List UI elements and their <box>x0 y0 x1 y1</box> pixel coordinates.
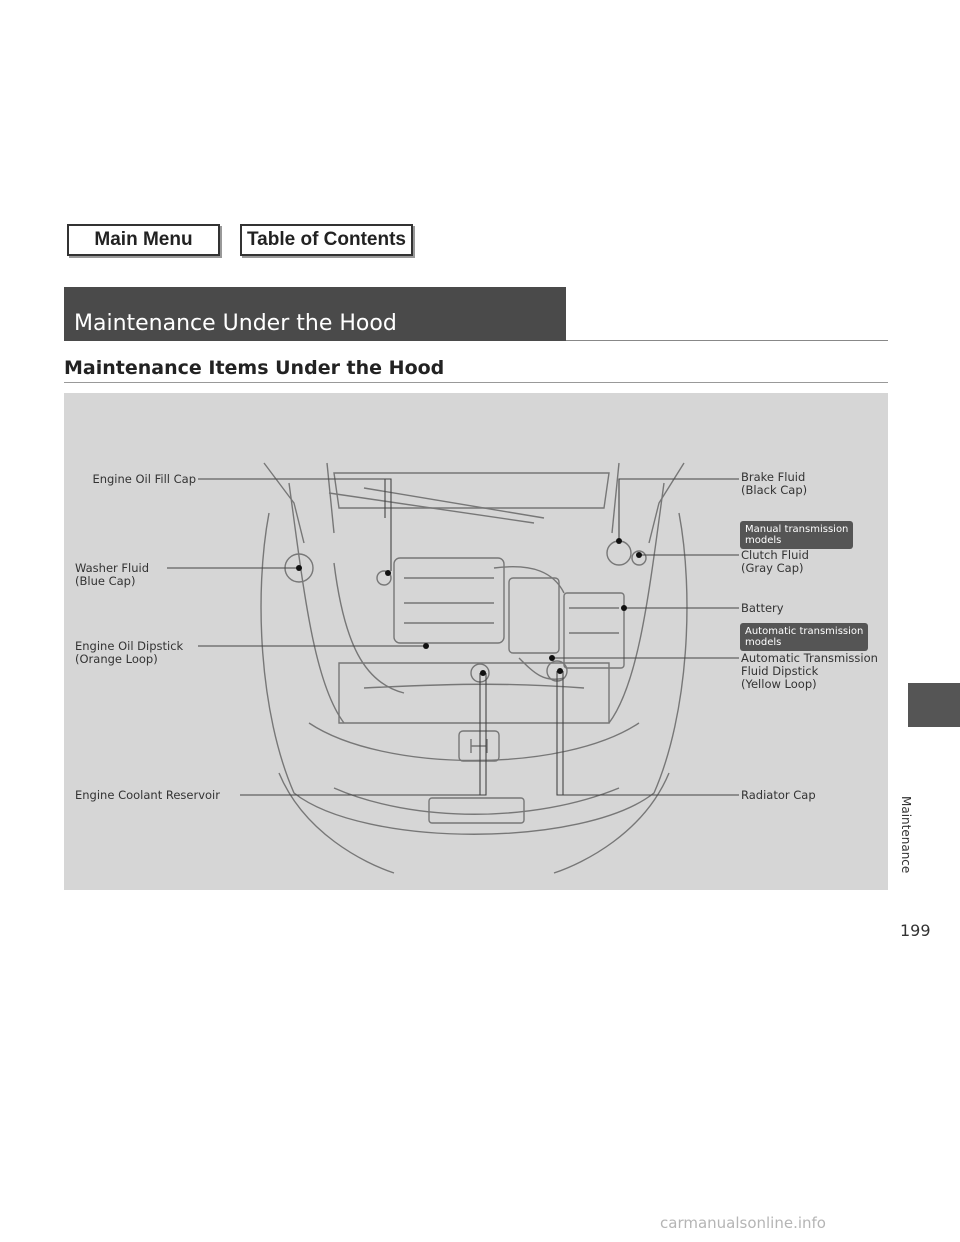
label-radiator-cap: Radiator Cap <box>741 788 816 802</box>
watermark: carmanualsonline.info <box>660 1214 826 1232</box>
subheading-rule <box>64 382 888 383</box>
manual-transmission-badge: Manual transmission models <box>740 521 853 549</box>
label-engine-oil-fill-cap: Engine Oil Fill Cap <box>92 472 196 486</box>
main-menu-button[interactable]: Main Menu <box>67 224 220 256</box>
table-of-contents-button[interactable]: Table of Contents <box>240 224 413 256</box>
label-engine-coolant-reservoir: Engine Coolant Reservoir <box>75 788 220 802</box>
page-number: 199 <box>900 921 931 940</box>
label-battery: Battery <box>741 601 784 615</box>
chapter-tab[interactable] <box>908 683 960 727</box>
chapter-tab-label: Maintenance <box>899 796 913 874</box>
label-engine-oil-dipstick: Engine Oil Dipstick (Orange Loop) <box>75 639 184 666</box>
subheading: Maintenance Items Under the Hood <box>64 357 445 379</box>
label-clutch-fluid: Clutch Fluid (Gray Cap) <box>741 548 809 575</box>
engine-bay-figure <box>64 393 888 890</box>
label-washer-fluid: Washer Fluid (Blue Cap) <box>75 561 150 588</box>
label-atf-dipstick: Automatic Transmission Fluid Dipstick (Yellow Loop) <box>741 651 878 691</box>
label-brake-fluid: Brake Fluid (Black Cap) <box>741 470 808 497</box>
automatic-transmission-badge: Automatic transmission models <box>740 623 868 651</box>
section-title: Maintenance Under the Hood <box>64 287 566 341</box>
section-rule <box>566 340 888 341</box>
